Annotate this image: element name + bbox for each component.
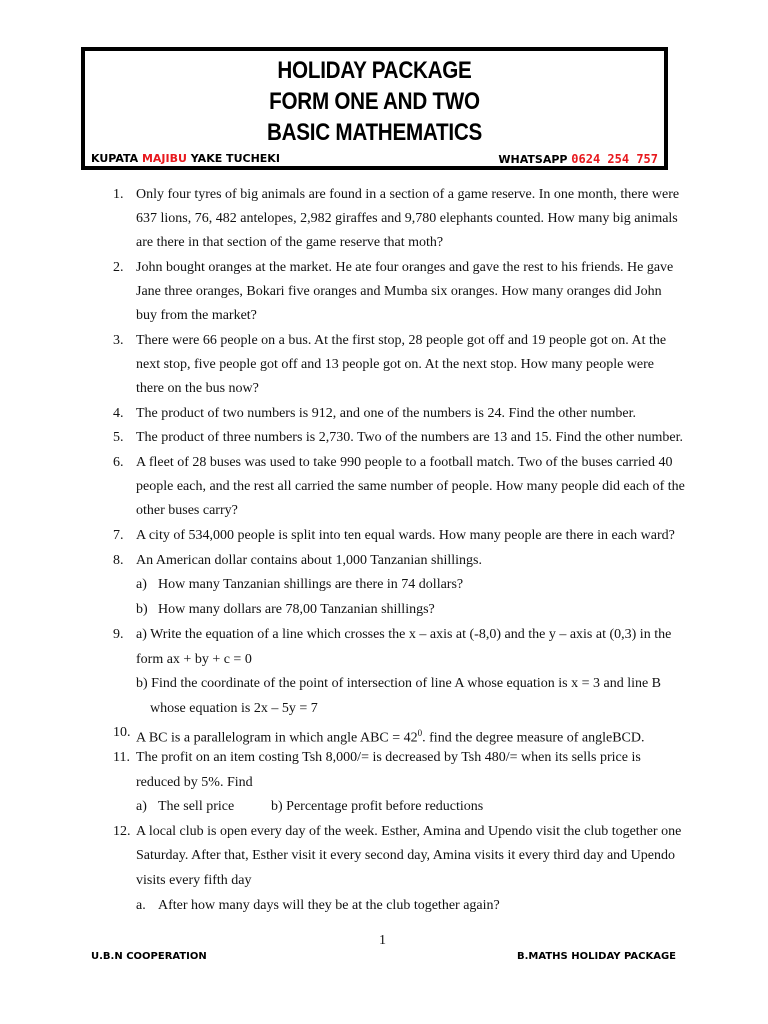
question-number: 3.: [113, 333, 124, 348]
question-text: a) Write the equation of a line which crosses the x – axis at (-8,0) and the y – axis at (0,3) in the: [136, 627, 672, 642]
title-line-2: FORM ONE AND TWO: [269, 88, 480, 115]
whatsapp-phone: 0624 254 757: [571, 152, 658, 166]
question-text: A local club is open every day of the week. Esther, Amina and Upendo visit the club together one: [136, 824, 682, 839]
q10-text-end: . find the degree measure of angleBCD.: [422, 730, 645, 746]
q10-text-start: A BC is a parallelogram in which angle ABC = 42: [136, 730, 418, 746]
question-text: form ax + by + c = 0: [136, 652, 252, 667]
question-text: are there in that section of the game reserve that moth?: [136, 235, 444, 250]
question-number: 8.: [113, 553, 124, 568]
header-box: [81, 47, 668, 170]
title-line-1: HOLIDAY PACKAGE: [277, 57, 472, 84]
question-number: 10.: [113, 725, 131, 740]
title-line-3: BASIC MATHEMATICS: [267, 119, 482, 146]
sub-question-text: After how many days will they be at the club together again?: [158, 898, 500, 913]
question-text: The profit on an item costing Tsh 8,000/= is decreased by Tsh 480/= when its sells price is: [136, 750, 641, 765]
question-number: 12.: [113, 824, 131, 839]
answers-note-prefix: KUPATA: [91, 152, 142, 165]
question-text: A city of 534,000 people is split into ten equal wards. How many people are there in each ward?: [136, 528, 675, 543]
footer-right: B.MATHS HOLIDAY PACKAGE: [517, 951, 676, 962]
question-number: 1.: [113, 187, 124, 202]
question-text: reduced by 5%. Find: [136, 775, 253, 790]
whatsapp-contact: [498, 152, 658, 166]
question-text: An American dollar contains about 1,000 Tanzanian shillings.: [136, 553, 482, 568]
question-text: people each, and the rest all carried the same number of people. How many people did each of the: [136, 479, 685, 494]
question-number: 6.: [113, 455, 124, 470]
sub-question-text: How many dollars are 78,00 Tanzanian shillings?: [158, 602, 435, 617]
answers-note-highlight: MAJIBU: [141, 152, 187, 165]
page-number: 1: [379, 933, 386, 948]
question-text: 637 lions, 76, 482 antelopes, 2,982 giraffes and 9,780 elephants counted. How many big animals: [136, 211, 678, 226]
question-text: John bought oranges at the market. He ate four oranges and gave the rest to his friends. He gave: [136, 260, 674, 275]
question-number: 5.: [113, 430, 124, 445]
whatsapp-label: WHATSAPP: [498, 153, 572, 166]
question-text: The product of three numbers is 2,730. Two of the numbers are 13 and 15. Find the other number.: [136, 430, 683, 445]
question-text: whose equation is 2x – 5y = 7: [150, 701, 318, 716]
question-text: buy from the market?: [136, 308, 257, 323]
question-text: visits every fifth day: [136, 873, 252, 888]
sub-question-text: b) Percentage profit before reductions: [271, 799, 484, 814]
sub-question-text: The sell price: [158, 799, 235, 814]
question-number: 11.: [113, 750, 130, 765]
sub-question-label: a): [136, 799, 147, 814]
question-number: 7.: [113, 528, 124, 543]
question-text: There were 66 people on a bus. At the first stop, 28 people got off and 19 people got on. At the: [136, 333, 667, 348]
question-text: Saturday. After that, Esther visit it every second day, Amina visits it every third day and Upendo: [136, 848, 676, 863]
question-text: other buses carry?: [136, 503, 238, 518]
question-number: 9.: [113, 627, 124, 642]
question-text: A fleet of 28 buses was used to take 990 people to a football match. Two of the buses carried 40: [136, 455, 673, 470]
question-number: 4.: [113, 406, 124, 421]
sub-question-label: a): [136, 577, 147, 592]
question-text: Only four tyres of big animals are found in a section of a game reserve. In one month, there were: [136, 187, 680, 202]
question-text: there on the bus now?: [136, 381, 259, 396]
answers-note: [91, 152, 280, 165]
question-text: The product of two numbers is 912, and one of the numbers is 24. Find the other number.: [136, 406, 637, 421]
question-text: [136, 725, 645, 747]
footer-left: U.B.N COOPERATION: [91, 951, 207, 962]
answers-note-suffix: YAKE TUCHEKI: [186, 152, 280, 165]
question-number: 2.: [113, 260, 124, 275]
sub-question-text: How many Tanzanian shillings are there in 74 dollars?: [158, 577, 464, 592]
question-text: b) Find the coordinate of the point of intersection of line A whose equation is x = 3 and line B: [136, 676, 662, 691]
question-text: next stop, five people got off and 13 people got on. At the next stop. How many people were: [136, 357, 655, 372]
question-text: Jane three oranges, Bokari five oranges and Mumba six oranges. How many oranges did John: [136, 284, 662, 299]
sub-question-label: b): [136, 602, 148, 617]
degree-superscript: 0: [417, 728, 423, 738]
sub-question-label: a.: [136, 898, 146, 913]
